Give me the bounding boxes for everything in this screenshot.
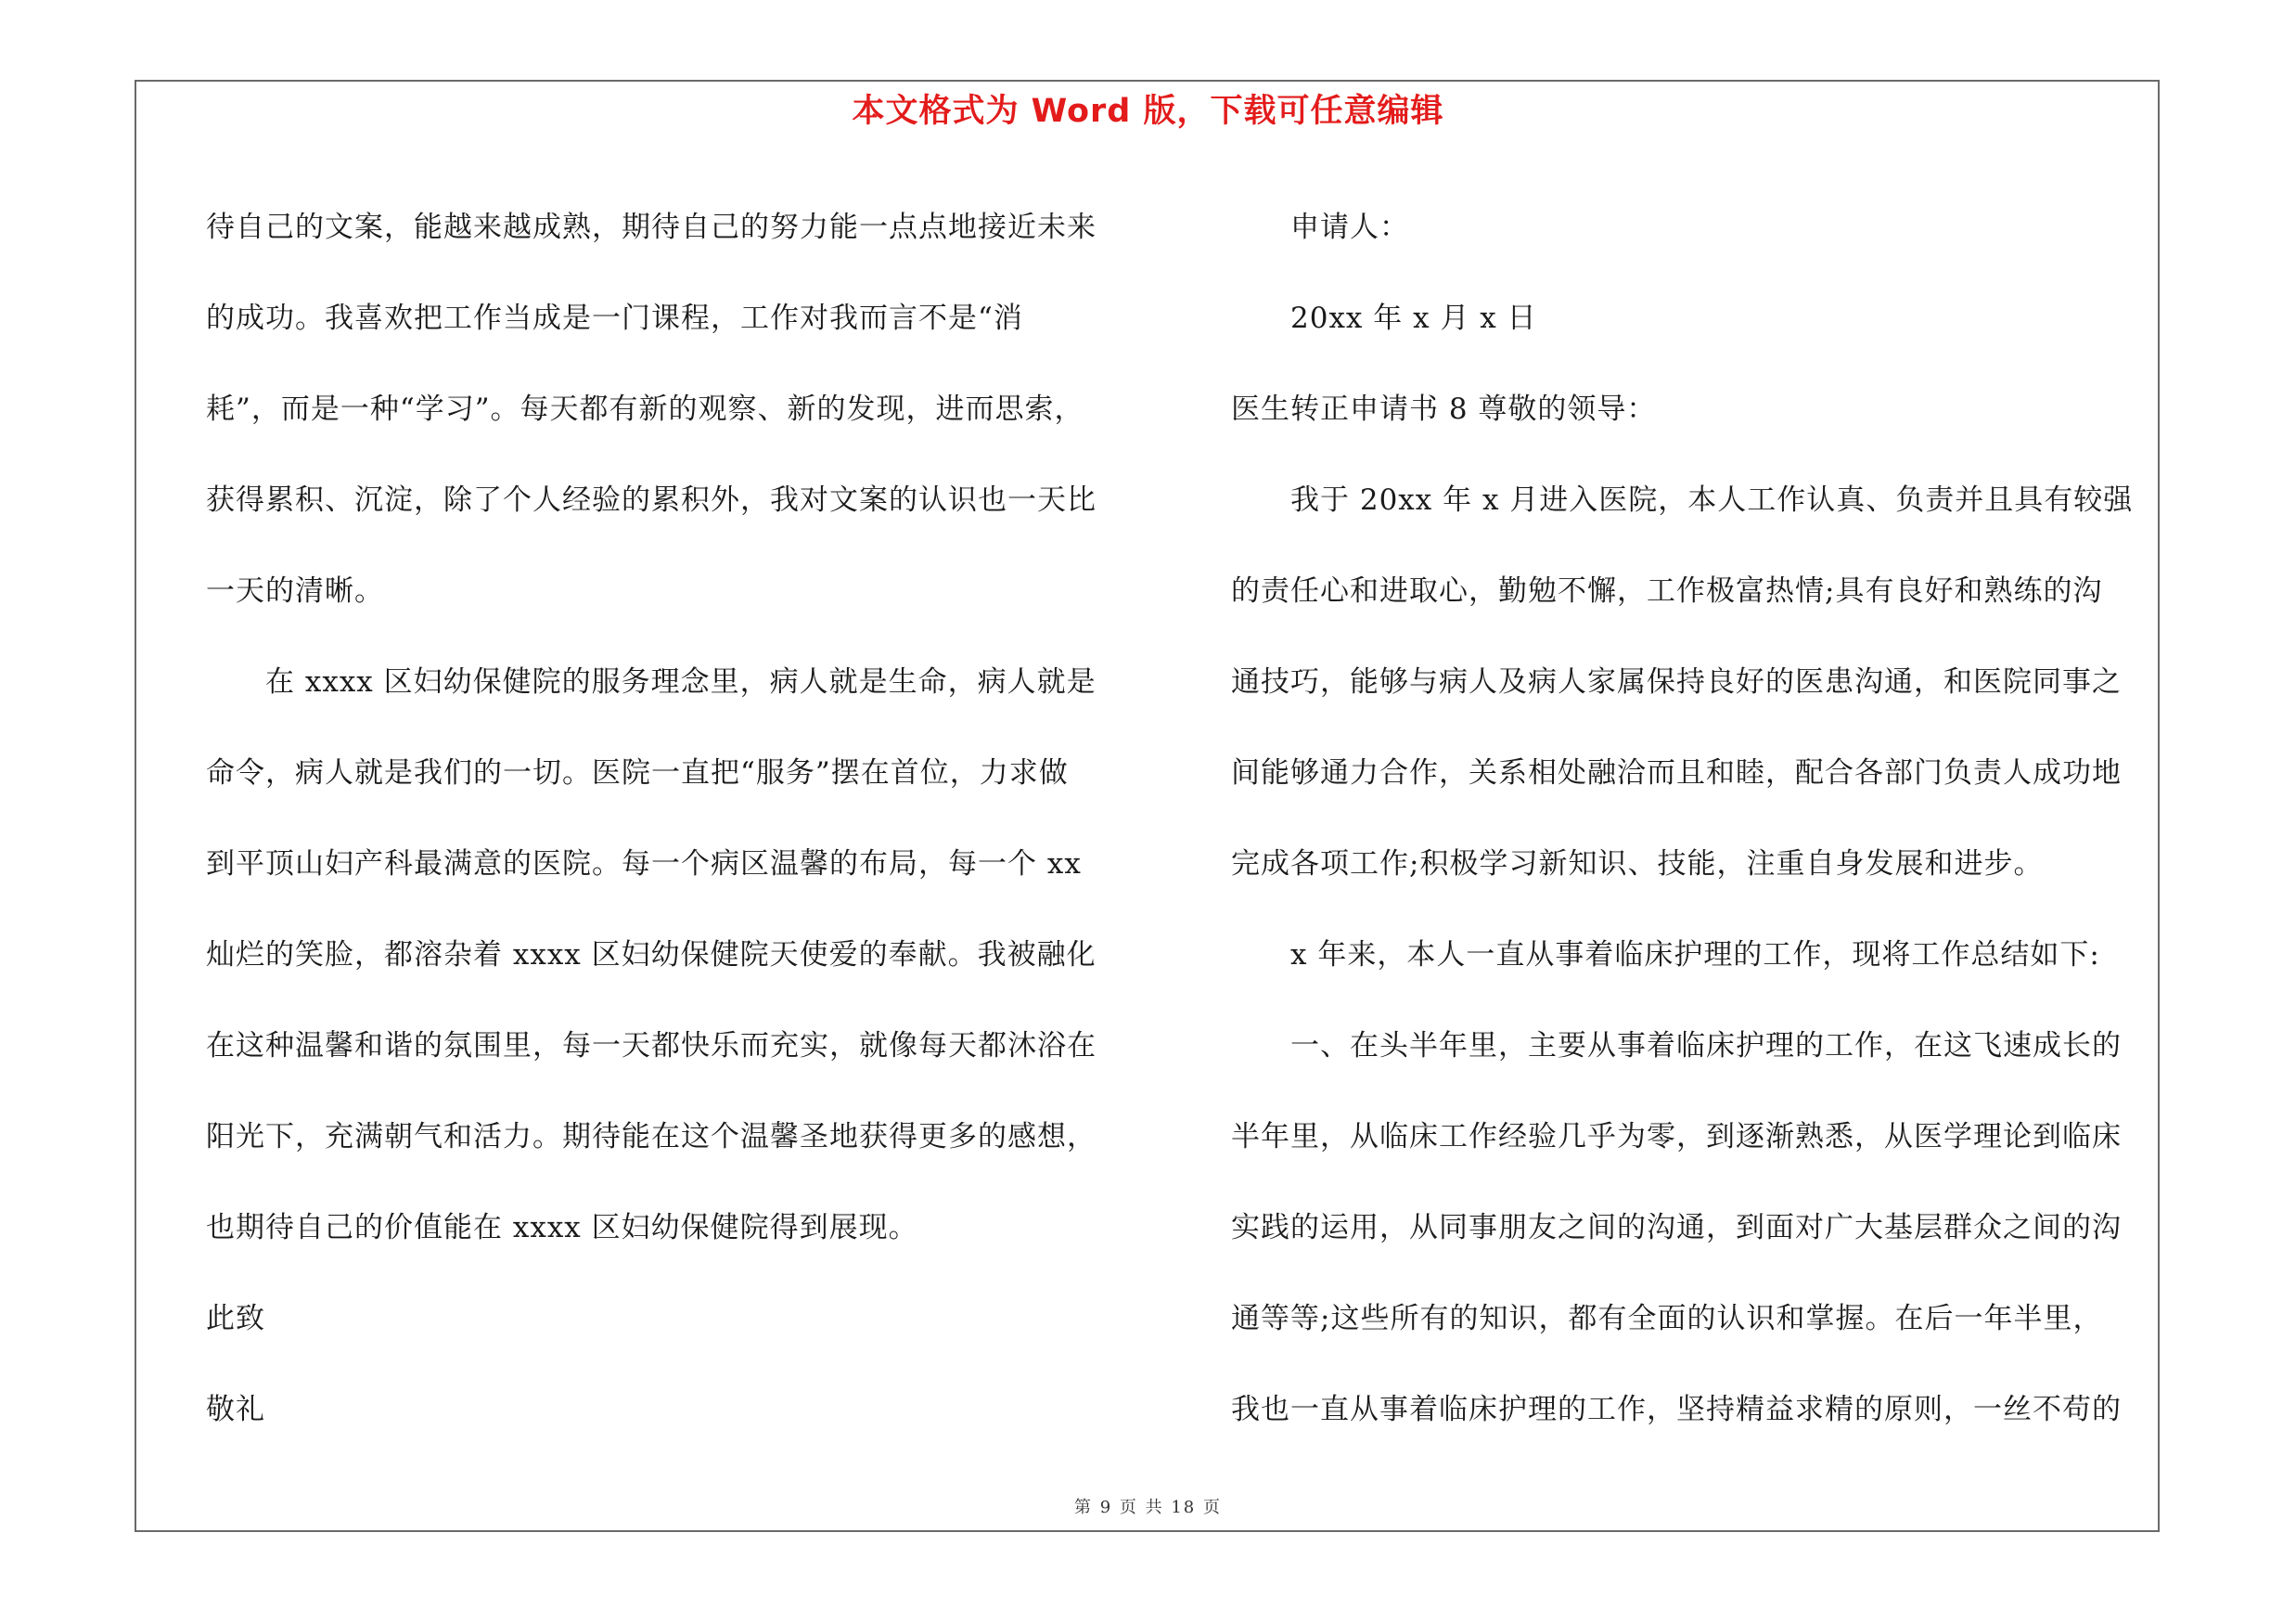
paragraph-line: 耗”，而是一种“学习”。每天都有新的观察、新的发现，进而思索， — [206, 393, 1084, 426]
page-number-footer: 第 9 页 共 18 页 — [1074, 1498, 1222, 1517]
paragraph-line: 通等等;这些所有的知识，都有全面的认识和掌握。在后一年半里， — [1231, 1302, 2103, 1335]
date-line: 20xx 年 x 月 x 日 — [1290, 302, 1537, 335]
paragraph-line: 阳光下，充满朝气和活力。期待能在这个温馨圣地获得更多的感想， — [206, 1120, 1097, 1153]
paragraph-line: 通技巧，能够与病人及病人家属保持良好的医患沟通，和医院同事之 — [1231, 665, 2122, 699]
paragraph-line: 待自己的文案，能越来越成熟，期待自己的努力能一点点地接近未来 — [206, 211, 1097, 244]
applicant-label: 申请人： — [1290, 211, 1409, 244]
paragraph-line: 完成各项工作;积极学习新知识、技能，注重自身发展和进步。 — [1231, 847, 2044, 881]
paragraph-line: 的责任心和进取心，勤勉不懈，工作极富热情;具有良好和熟练的沟 — [1231, 574, 2103, 608]
section-title: 医生转正申请书 8 尊敬的领导： — [1231, 393, 1657, 426]
paragraph-line: 在 xxxx 区妇幼保健院的服务理念里，病人就是生命，病人就是 — [265, 665, 1097, 699]
right-text-column — [1231, 182, 2149, 1455]
paragraph-line: 一天的清晰。 — [206, 574, 384, 608]
word-format-banner: 本文格式为 Word 版，下载可任意编辑 — [852, 93, 1444, 130]
paragraph-line: 也期待自己的价值能在 xxxx 区妇幼保健院得到展现。 — [206, 1211, 918, 1244]
paragraph-line: 我于 20xx 年 x 月进入医院，本人工作认真、负责并且具有较强 — [1290, 483, 2134, 517]
paragraph-line: x 年来，本人一直从事着临床护理的工作，现将工作总结如下: — [1290, 938, 2100, 972]
paragraph-line: 半年里，从临床工作经验几乎为零，到逐渐熟悉，从医学理论到临床 — [1231, 1120, 2122, 1153]
paragraph-line: 间能够通力合作，关系相处融洽而且和睦，配合各部门负责人成功地 — [1231, 756, 2122, 790]
closing-salutation: 此致 — [206, 1302, 265, 1335]
paragraph-line: 我也一直从事着临床护理的工作，坚持精益求精的原则，一丝不苟的 — [1231, 1393, 2122, 1426]
paragraph-line: 一、在头半年里，主要从事着临床护理的工作，在这飞速成长的 — [1290, 1029, 2122, 1063]
paragraph-line: 到平顶山妇产科最满意的医院。每一个病区温馨的布局，每一个 xx — [206, 847, 1082, 881]
paragraph-line: 获得累积、沉淀，除了个人经验的累积外，我对文案的认识也一天比 — [206, 483, 1097, 517]
paragraph-line: 的成功。我喜欢把工作当成是一门课程，工作对我而言不是“消 — [206, 302, 1023, 335]
left-text-column — [206, 182, 1143, 1455]
paragraph-line: 灿烂的笑脸，都溶杂着 xxxx 区妇幼保健院天使爱的奉献。我被融化 — [206, 938, 1097, 972]
paragraph-line: 命令，病人就是我们的一切。医院一直把“服务”摆在首位，力求做 — [206, 756, 1069, 790]
paragraph-line: 实践的运用，从同事朋友之间的沟通，到面对广大基层群众之间的沟 — [1231, 1211, 2122, 1244]
closing-regards: 敬礼 — [206, 1393, 265, 1426]
paragraph-line: 在这种温馨和谐的氛围里，每一天都快乐而充实，就像每天都沐浴在 — [206, 1029, 1097, 1063]
